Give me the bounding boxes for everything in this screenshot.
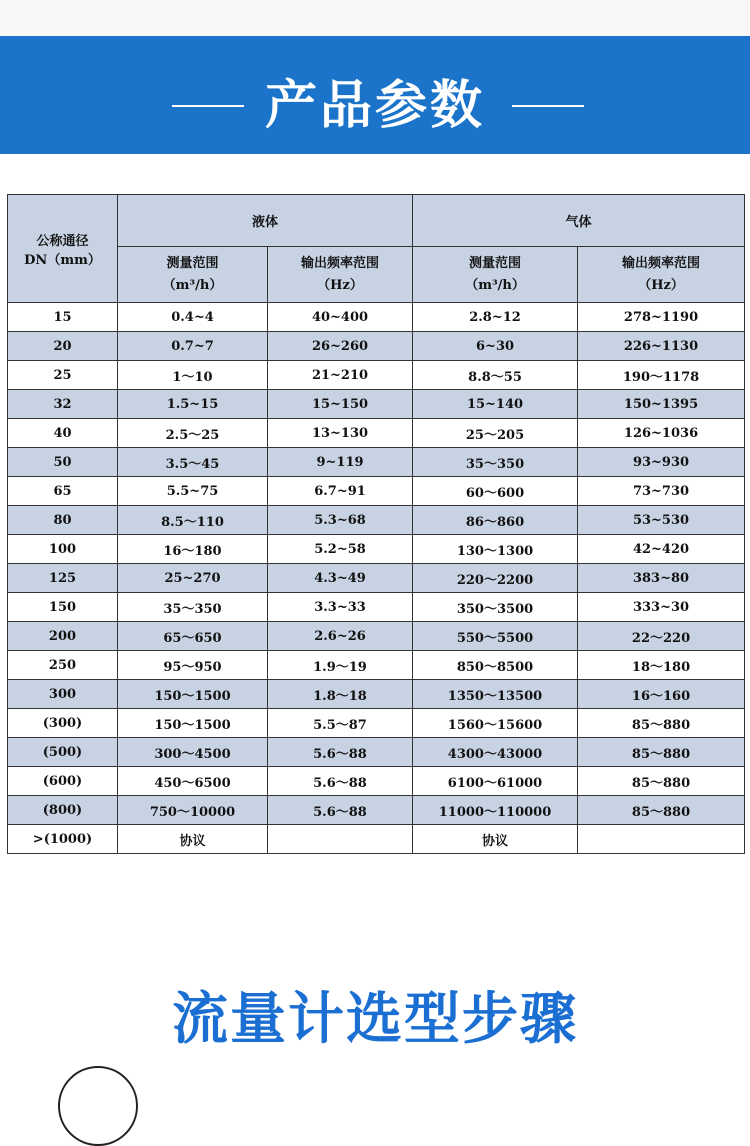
cell-liquid-range: 协议	[118, 825, 268, 854]
cell-gas-frequency: 278~1190	[578, 303, 745, 332]
cell-liquid-range: 150～1500	[118, 680, 268, 709]
cell-gas-frequency: 85～880	[578, 709, 745, 738]
step-circle-icon	[58, 1066, 138, 1146]
table-row	[8, 332, 745, 361]
cell-gas-frequency: 42~420	[578, 535, 745, 564]
table-row	[8, 477, 745, 506]
section-banner	[0, 36, 750, 154]
cell-liquid-range: 5.5~75	[118, 477, 268, 506]
cell-gas-range: 15~140	[413, 390, 578, 419]
cell-dn: 200	[8, 622, 118, 651]
cell-gas-frequency: 85～880	[578, 738, 745, 767]
cell-dn: 100	[8, 535, 118, 564]
cell-liquid-range: 0.4~4	[118, 303, 268, 332]
cell-liquid-frequency: 3.3~33	[268, 593, 413, 622]
cell-liquid-range: 16～180	[118, 535, 268, 564]
cell-liquid-range: 95～950	[118, 651, 268, 680]
cell-gas-range: 协议	[413, 825, 578, 854]
cell-liquid-range: 65～650	[118, 622, 268, 651]
table-row	[8, 622, 745, 651]
cell-liquid-frequency: 21~210	[268, 361, 413, 390]
table-body	[8, 303, 745, 854]
table-row	[8, 825, 745, 854]
table-row	[8, 419, 745, 448]
header-range-unit: （m³/h）	[465, 277, 525, 293]
cell-liquid-frequency: 5.2~58	[268, 535, 413, 564]
cell-liquid-frequency: 40~400	[268, 303, 413, 332]
cell-gas-frequency: 383~80	[578, 564, 745, 593]
cell-liquid-frequency: 26~260	[268, 332, 413, 361]
cell-dn: >(1000)	[8, 825, 118, 854]
cell-gas-frequency: 18～180	[578, 651, 745, 680]
table-row	[8, 680, 745, 709]
cell-gas-range: 35～350	[413, 448, 578, 477]
cell-gas-frequency: 53~530	[578, 506, 745, 535]
cell-dn: 32	[8, 390, 118, 419]
cell-liquid-frequency: 2.6~26	[268, 622, 413, 651]
cell-liquid-frequency: 5.3~68	[268, 506, 413, 535]
cell-dn: 20	[8, 332, 118, 361]
cell-liquid-frequency: 15~150	[268, 390, 413, 419]
cell-gas-range: 6~30	[413, 332, 578, 361]
cell-gas-frequency: 85～880	[578, 796, 745, 825]
header-liquid-range	[118, 247, 268, 303]
table-row	[8, 796, 745, 825]
header-liquid: 液体	[118, 195, 413, 247]
parameter-table	[7, 194, 745, 854]
cell-liquid-range: 1.5~15	[118, 390, 268, 419]
cell-liquid-frequency	[268, 825, 413, 854]
cell-dn: (300)	[8, 709, 118, 738]
cell-gas-range: 550～5500	[413, 622, 578, 651]
header-nominal-label: 公称通径	[36, 233, 89, 249]
header-range-label: 测量范围	[469, 255, 522, 271]
cell-liquid-range: 25~270	[118, 564, 268, 593]
header-range-label: 测量范围	[166, 255, 219, 271]
table-row	[8, 506, 745, 535]
cell-liquid-range: 300～4500	[118, 738, 268, 767]
cell-dn: 80	[8, 506, 118, 535]
cell-dn: 150	[8, 593, 118, 622]
cell-gas-frequency: 22～220	[578, 622, 745, 651]
cell-dn: 65	[8, 477, 118, 506]
cell-gas-range: 25～205	[413, 419, 578, 448]
table-row	[8, 767, 745, 796]
table-row	[8, 738, 745, 767]
cell-gas-frequency: 150~1395	[578, 390, 745, 419]
cell-liquid-frequency: 9~119	[268, 448, 413, 477]
header-nominal-diameter	[8, 195, 118, 303]
cell-gas-range: 350～3500	[413, 593, 578, 622]
cell-dn: 125	[8, 564, 118, 593]
cell-gas-frequency: 73~730	[578, 477, 745, 506]
header-range-unit: （m³/h）	[162, 277, 223, 293]
cell-liquid-range: 0.7~7	[118, 332, 268, 361]
cell-liquid-range: 8.5～110	[118, 506, 268, 535]
cell-gas-frequency: 85～880	[578, 767, 745, 796]
cell-dn: (600)	[8, 767, 118, 796]
cell-gas-range: 130～1300	[413, 535, 578, 564]
cell-gas-range: 86～860	[413, 506, 578, 535]
header-liquid-frequency	[268, 247, 413, 303]
cell-dn: 300	[8, 680, 118, 709]
header-freq-label: 输出频率范围	[622, 255, 701, 271]
cell-gas-range: 850～8500	[413, 651, 578, 680]
table-row	[8, 709, 745, 738]
header-gas-range	[413, 247, 578, 303]
cell-liquid-range: 2.5～25	[118, 419, 268, 448]
cell-dn: (800)	[8, 796, 118, 825]
cell-dn: 250	[8, 651, 118, 680]
cell-liquid-range: 450～6500	[118, 767, 268, 796]
cell-dn: 25	[8, 361, 118, 390]
table-row	[8, 303, 745, 332]
cell-gas-frequency: 190～1178	[578, 361, 745, 390]
cell-liquid-frequency: 1.8～18	[268, 680, 413, 709]
cell-gas-range: 60～600	[413, 477, 578, 506]
header-freq-label: 输出频率范围	[301, 255, 380, 271]
table-row	[8, 535, 745, 564]
cell-gas-frequency: 126~1036	[578, 419, 745, 448]
cell-dn: (500)	[8, 738, 118, 767]
cell-gas-range: 4300～43000	[413, 738, 578, 767]
table-row	[8, 651, 745, 680]
cell-gas-range: 6100～61000	[413, 767, 578, 796]
cell-liquid-range: 150～1500	[118, 709, 268, 738]
header-freq-unit: （Hz）	[638, 277, 684, 293]
cell-liquid-frequency: 5.6～88	[268, 767, 413, 796]
cell-gas-range: 1560～15600	[413, 709, 578, 738]
selection-steps-title: 流量计选型步骤	[172, 987, 578, 1052]
cell-liquid-range: 35～350	[118, 593, 268, 622]
header-gas: 气体	[413, 195, 745, 247]
table-row	[8, 564, 745, 593]
banner-rule-right	[512, 105, 584, 107]
cell-liquid-range: 750～10000	[118, 796, 268, 825]
cell-gas-range: 11000～110000	[413, 796, 578, 825]
header-nominal-unit: DN（mm）	[24, 252, 101, 268]
cell-dn: 40	[8, 419, 118, 448]
cell-liquid-frequency: 4.3~49	[268, 564, 413, 593]
cell-gas-range: 1350～13500	[413, 680, 578, 709]
cell-gas-range: 220～2200	[413, 564, 578, 593]
cell-liquid-range: 1～10	[118, 361, 268, 390]
table-row	[8, 448, 745, 477]
cell-liquid-frequency: 5.5～87	[268, 709, 413, 738]
top-strip	[0, 0, 750, 36]
cell-gas-range: 8.8～55	[413, 361, 578, 390]
cell-liquid-frequency: 1.9～19	[268, 651, 413, 680]
table-row	[8, 361, 745, 390]
cell-liquid-frequency: 13~130	[268, 419, 413, 448]
cell-gas-range: 2.8~12	[413, 303, 578, 332]
table-row	[8, 593, 745, 622]
cell-gas-frequency	[578, 825, 745, 854]
cell-gas-frequency: 93~930	[578, 448, 745, 477]
header-gas-frequency	[578, 247, 745, 303]
cell-liquid-frequency: 5.6～88	[268, 738, 413, 767]
cell-dn: 50	[8, 448, 118, 477]
cell-gas-frequency: 226~1130	[578, 332, 745, 361]
cell-liquid-range: 3.5～45	[118, 448, 268, 477]
banner-title: 产品参数	[264, 76, 485, 136]
cell-liquid-frequency: 5.6～88	[268, 796, 413, 825]
cell-dn: 15	[8, 303, 118, 332]
cell-gas-frequency: 16～160	[578, 680, 745, 709]
cell-liquid-frequency: 6.7~91	[268, 477, 413, 506]
cell-gas-frequency: 333~30	[578, 593, 745, 622]
header-freq-unit: （Hz）	[317, 277, 363, 293]
table-row	[8, 390, 745, 419]
